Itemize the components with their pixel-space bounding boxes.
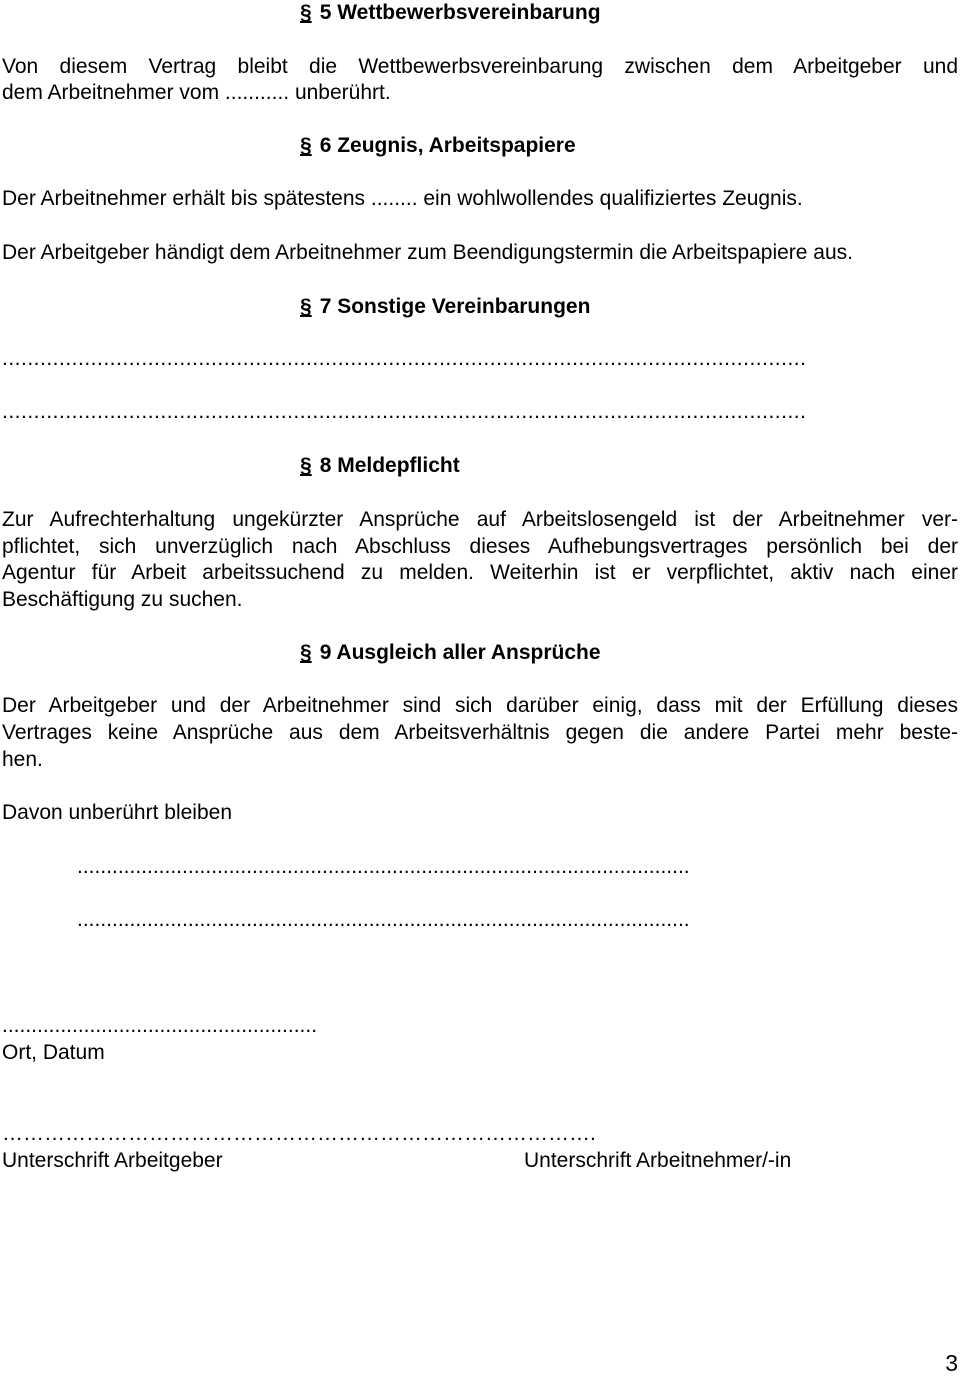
section-6-text-line-1: Der Arbeitnehmer erhält bis spätestens ........ ein wohlwollendes qualifiziertes Zeugnis. bbox=[2, 187, 803, 210]
section-9-heading bbox=[300, 640, 601, 666]
paragraph-symbol: § bbox=[300, 454, 312, 477]
paragraph-symbol: § bbox=[300, 134, 312, 157]
section-7-heading bbox=[300, 294, 590, 320]
section-title: 8 Meldepflicht bbox=[319, 454, 460, 477]
paragraph-symbol: § bbox=[300, 641, 312, 664]
section-5-text-line-1: Von diesem Vertrag bleibt die Wettbewerbsvereinbarung zwischen dem Arbeitgeber und bbox=[2, 55, 958, 78]
employer-signature-label: Unterschrift Arbeitgeber bbox=[2, 1149, 223, 1172]
exception-fill-line-1: ......................................................................................................... bbox=[77, 855, 690, 878]
section-8-text-line-4: Beschäftigung zu suchen. bbox=[2, 588, 243, 611]
section-title: 9 Ausgleich aller Ansprüche bbox=[319, 641, 601, 664]
section-title: 6 Zeugnis, Arbeitspapiere bbox=[319, 134, 576, 157]
signature-fill-line: …………………………………………………………………………. bbox=[2, 1122, 596, 1145]
section-8-text-line-1: Zur Aufrechterhaltung ungekürzter Ansprüche auf Arbeitslosengeld ist der Arbeitnehmer ver- bbox=[2, 508, 958, 531]
section-9-text-line-2: Vertrages keine Ansprüche aus dem Arbeitsverhältnis gegen die andere Partei mehr beste- bbox=[2, 721, 958, 744]
exception-label: Davon unberührt bleiben bbox=[2, 801, 232, 824]
section-9-text-line-1: Der Arbeitgeber und der Arbeitnehmer sind sich darüber einig, dass mit der Erfüllung dieses bbox=[2, 694, 958, 717]
exception-fill-line-2: ......................................................................................................... bbox=[77, 908, 690, 931]
place-date-fill-line: ...................................................... bbox=[2, 1014, 318, 1037]
section-8-text-line-3: Agentur für Arbeit arbeitssuchend zu melden. Weiterhin ist er verpflichtet, aktiv nach einer bbox=[2, 561, 958, 584]
section-title: 5 Wettbewerbsvereinbarung bbox=[319, 1, 601, 24]
paragraph-symbol: § bbox=[300, 1, 312, 24]
section-8-heading bbox=[300, 453, 460, 479]
section-5-text-line-2: dem Arbeitnehmer vom ........... unberührt. bbox=[2, 81, 391, 104]
section-5-heading bbox=[300, 0, 601, 26]
section-8-text-line-2: pflichtet, sich unverzüglich nach Abschluss dieses Aufhebungsvertrages persönlich bei der bbox=[2, 535, 958, 558]
fill-in-line-2: ............................................................................................................................... bbox=[2, 400, 807, 423]
section-9-text-line-3: hen. bbox=[2, 748, 43, 771]
page-number: 3 bbox=[945, 1350, 958, 1376]
section-6-heading bbox=[300, 133, 576, 159]
paragraph-symbol: § bbox=[300, 295, 312, 318]
section-title: 7 Sonstige Vereinbarungen bbox=[319, 295, 591, 318]
section-6-text-line-2: Der Arbeitgeber händigt dem Arbeitnehmer zum Beendigungstermin die Arbeitspapiere aus. bbox=[2, 241, 854, 264]
employee-signature-label: Unterschrift Arbeitnehmer/-in bbox=[524, 1149, 792, 1172]
fill-in-line-1: ............................................................................................................................... bbox=[2, 347, 807, 370]
place-date-label: Ort, Datum bbox=[2, 1041, 105, 1064]
